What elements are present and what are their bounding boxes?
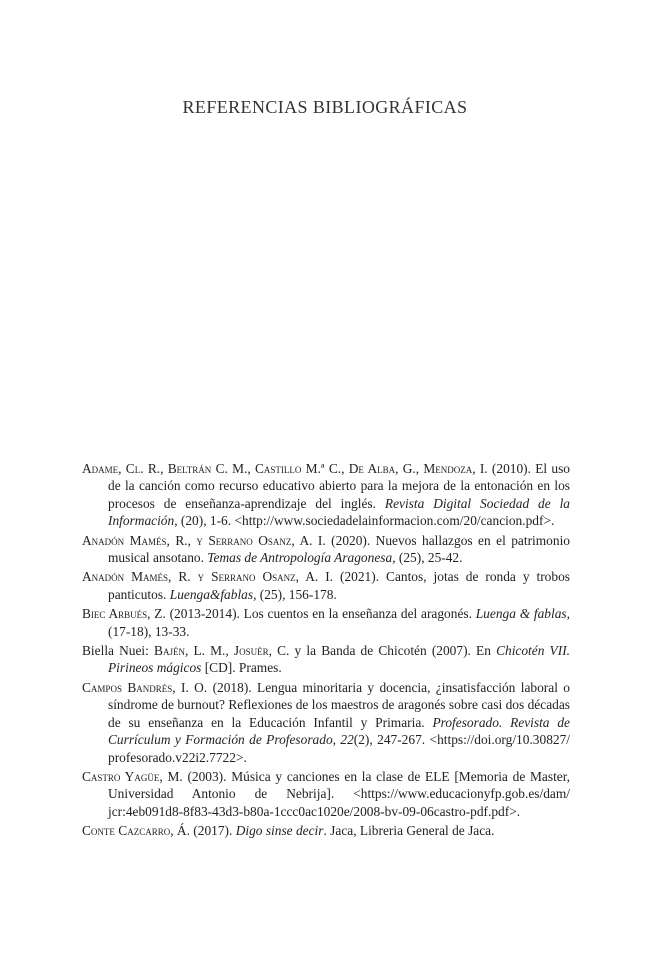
reference-text: (2013-2014). Los cuentos en la enseñanza del aragonés. xyxy=(165,606,476,622)
reference-text: (2021). Cantos, jotas de ronda y trobos panticutos. xyxy=(108,569,570,602)
reference-text: (2003). Música y canciones en la clase de ELE [Memoria de Master, Universidad Antonio de Nebrija]. <https://www.educacionyfp.gob.es/dam/​jcr:4eb091d8-8f83-43d3-b80a-1ccc0ac1020e/2008-bv-09-06castro-pdf.pdf>. xyxy=(108,768,571,819)
reference-details: [CD]. Prames. xyxy=(201,660,282,676)
reference-source: Luenga&fablas xyxy=(169,586,254,602)
reference-source: Temas de Antropología Aragonesa xyxy=(207,550,393,566)
reference-text: (2017). xyxy=(189,823,236,839)
page-title: REFERENCIAS BIBLIOGRÁFICAS xyxy=(182,97,468,117)
reference-entry xyxy=(82,532,570,567)
reference-details: (17-18), 13-33. xyxy=(108,623,190,639)
reference-entry xyxy=(82,605,570,640)
reference-authors: Anadón Mamés, R. y Serrano Osanz, A. I. xyxy=(82,569,334,585)
reference-details: , (25), 156-178. xyxy=(253,586,337,602)
reference-text: y la Banda de Chicotén (2007). En xyxy=(289,643,497,659)
reference-entry xyxy=(82,822,570,839)
reference-details: . Jaca, Libreria General de Jaca. xyxy=(323,823,495,839)
reference-entry xyxy=(82,642,570,677)
reference-source: Revista Digital Sociedad de la Información xyxy=(108,495,570,529)
reference-authors: Anadón Mamés, R., y Serrano Osanz, A. I. xyxy=(82,532,326,548)
reference-list xyxy=(82,460,570,842)
reference-source: Luenga & fablas, xyxy=(475,606,570,622)
reference-text: (2018). Lengua minoritaria y docencia, ¿insatisfacción laboral o síndrome de burnout? Reflexiones de los maestros de aragonés sobre casi dos décadas de su enseñanza en la Educación Infantil y Primaria. xyxy=(108,679,570,730)
reference-entry xyxy=(82,768,570,820)
reference-source: Profesorado. Revista de Currículum y Formación de Profesorado, 22 xyxy=(108,714,570,748)
reference-authors: Castro Yagüe, M. xyxy=(82,768,183,784)
reference-authors: Conte Cazcarro, Á. xyxy=(82,823,190,839)
reference-text: (2020). Nuevos hallazgos en el patrimonio musical ansotano. xyxy=(108,532,570,566)
reference-authors: Campos Bandrés, I. O. xyxy=(82,679,208,695)
reference-details: , (20), 1-6. <http://www.sociedadelainformacion.com/20/​cancion.pdf>. xyxy=(174,513,555,529)
reference-source: Chicotén VII. Pirineos mágicos xyxy=(108,643,571,676)
reference-authors: Bajén, L. M., Josuèr, C. xyxy=(154,643,290,659)
reference-entry xyxy=(82,568,570,603)
reference-source: Digo sinse decir xyxy=(235,823,324,839)
reference-entry xyxy=(82,679,570,766)
reference-text: (2010). El uso de la canción como recurso educativo abierto para la mejora de la entonación en los procesos de enseñanza-aprendizaje del inglés. xyxy=(108,461,571,511)
reference-authors: Adame, Cl. R., Beltrán C. M., Castillo M.ª C., De Alba, G., Mendoza, I. xyxy=(82,461,488,476)
reference-details: (2), 247-267. <https://doi.org/10.30827/​profesorado.v22i2.7722>. xyxy=(108,732,570,765)
reference-prefix: Biella Nuei: xyxy=(82,643,155,659)
reference-details: , (25), 25-42. xyxy=(392,550,463,566)
reference-authors: Biec Arbués, Z. xyxy=(82,606,166,622)
reference-entry xyxy=(82,460,570,530)
